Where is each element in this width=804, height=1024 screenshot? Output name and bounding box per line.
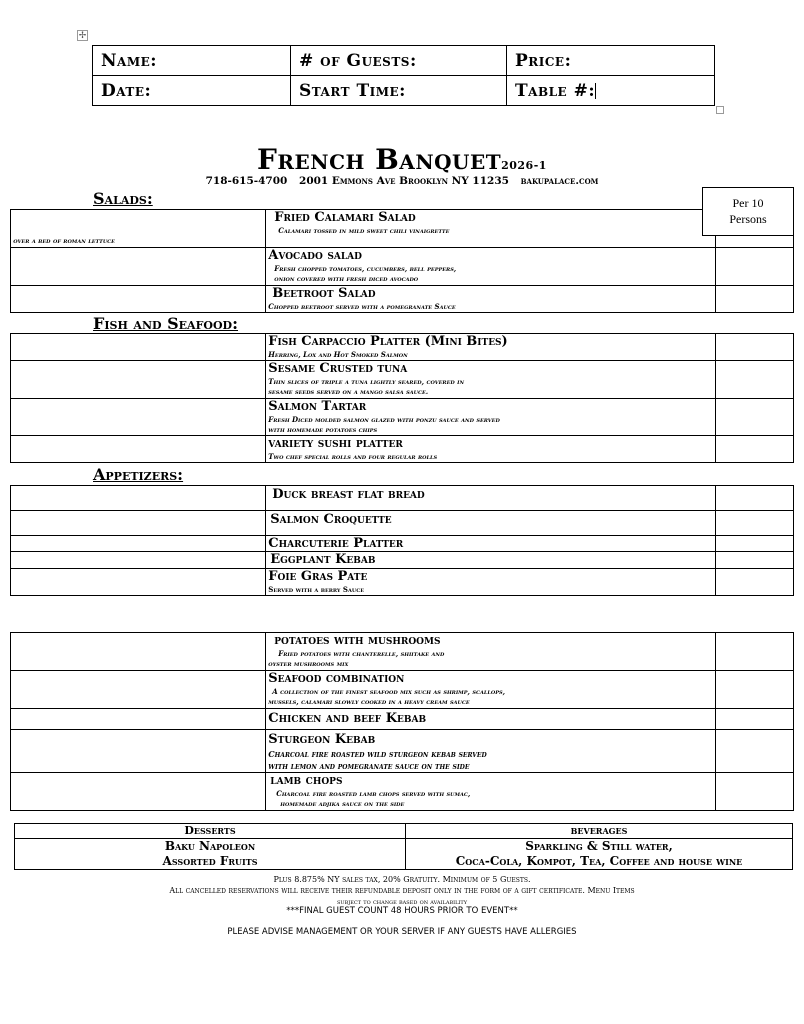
item-description: Fresh Diced molded salmon glazed with ponzu sauce and served — [268, 415, 500, 424]
item-name: Fried Calamari Salad — [274, 210, 416, 225]
menu-row — [11, 286, 794, 313]
item-name: Duck breast flat bread — [272, 487, 425, 502]
menu-cell — [716, 486, 794, 511]
beverage-item: Sparkling & Still water, — [525, 839, 673, 853]
salads-heading: Salads: — [93, 189, 153, 208]
date-field[interactable]: Date: — [93, 76, 291, 106]
menu-cell — [11, 334, 266, 361]
menu-cell — [11, 248, 266, 286]
menu-cell — [716, 671, 794, 709]
menu-cell — [11, 436, 266, 463]
menu-cell — [716, 536, 794, 552]
name-field[interactable]: Name: — [93, 46, 291, 76]
item-description: Fresh chopped tomatoes, cucumbers, bell peppers, — [274, 264, 457, 273]
item-description: mussels, calamari slowly cooked in a heavy cream sauce — [268, 697, 470, 706]
appetizers-heading: Appetizers: — [93, 465, 184, 484]
menu-cell — [11, 399, 266, 436]
menu-cell — [11, 552, 266, 569]
item-description: over a bed of roman lettuce — [13, 236, 115, 245]
menu-cell — [11, 730, 266, 773]
menu-cell — [11, 511, 266, 536]
item-name: Charcuterie Platter — [268, 536, 404, 551]
menu-cell — [716, 730, 794, 773]
menu-row — [11, 671, 794, 709]
beverage-item: Coca-Cola, Kompot, Tea, Coffee and house wine — [455, 854, 743, 868]
menu-item — [266, 286, 716, 313]
menu-item — [266, 536, 716, 552]
menu-row — [11, 709, 794, 730]
contact-line — [0, 175, 804, 187]
menu-item — [266, 486, 716, 511]
menu-item — [266, 633, 716, 671]
fish-table — [10, 333, 794, 463]
menu-item — [266, 248, 716, 286]
item-name: Avocado salad — [268, 248, 362, 263]
desserts-beverages-table — [14, 823, 793, 870]
menu-cell — [11, 286, 266, 313]
menu-cell — [716, 286, 794, 313]
booking-form-table — [92, 45, 715, 106]
table-number-field[interactable] — [507, 76, 715, 106]
menu-cell — [11, 709, 266, 730]
item-description: Two chef special rolls and four regular rolls — [268, 452, 438, 461]
dessert-item: Baku Napoleon — [164, 839, 256, 853]
table-move-handle[interactable]: ✢ — [78, 31, 87, 41]
menu-cell — [11, 486, 266, 511]
menu-row — [11, 511, 794, 536]
menu-item — [266, 399, 716, 436]
menu-row — [11, 436, 794, 463]
contact-website: bakupalace.com — [520, 175, 599, 187]
menu-cell — [716, 511, 794, 536]
price-field[interactable]: Price: — [507, 46, 715, 76]
item-name: Beetroot Salad — [272, 286, 376, 301]
menu-cell — [716, 361, 794, 399]
menu-cell — [716, 552, 794, 569]
footer-tax-line: Plus 8.875% NY sales tax, 20% Gratuity. Minimum of 5 Guests. — [273, 875, 531, 884]
item-description: Thin slices of triple a tuna lightly seared, covered in — [268, 377, 465, 386]
menu-item — [266, 569, 716, 596]
guests-field[interactable]: # of Guests: — [291, 46, 507, 76]
title-code: 2026-1 — [501, 159, 547, 172]
item-description: Charcoal fire roasted wild sturgeon kebab served — [268, 749, 487, 759]
menu-row — [11, 569, 794, 596]
item-name: Fish Carpaccio Platter (Mini Bites) — [268, 334, 508, 349]
item-description: Served with a berry Sauce — [268, 585, 365, 594]
text-cursor — [595, 83, 596, 99]
menu-item — [266, 709, 716, 730]
contact-address: 2001 Emmons Ave Brooklyn NY 11235 — [299, 175, 509, 187]
item-description: with homemade potatoes chips — [268, 425, 378, 434]
item-name: variety sushi platter — [268, 436, 403, 451]
menu-item — [266, 511, 716, 536]
menu-item — [266, 730, 716, 773]
dessert-item: Assorted Fruits — [162, 854, 258, 868]
menu-item — [266, 361, 716, 399]
menu-item — [266, 671, 716, 709]
menu-cell — [716, 436, 794, 463]
item-name: lamb chops — [270, 773, 343, 788]
menu-row — [11, 552, 794, 569]
menu-row — [11, 773, 794, 811]
menu-row — [11, 334, 794, 361]
desserts-list — [15, 839, 406, 870]
item-name: Salmon Croquette — [270, 512, 392, 527]
menu-row — [11, 486, 794, 511]
menu-cell — [11, 773, 266, 811]
item-description: Charcoal fire roasted lamb chops served with sumac, — [276, 789, 471, 798]
item-description: onion covered with fresh diced avocado — [274, 274, 419, 283]
menu-cell — [716, 248, 794, 286]
desserts-heading: Desserts — [15, 824, 406, 839]
footer-guest-count-line: ***FINAL GUEST COUNT 48 HOURS PRIOR TO EVENT** — [286, 906, 518, 916]
item-description: Herring, Lox and Hot Smoked Salmon — [268, 350, 408, 359]
menu-cell — [716, 334, 794, 361]
menu-item — [266, 552, 716, 569]
per-persons-line1: Per 10 — [732, 196, 764, 210]
menu-cell — [11, 633, 266, 671]
item-description: homemade adjika sauce on the side — [280, 799, 405, 808]
item-description: A collection of the finest seafood mix such as shrimp, scallops, — [272, 687, 506, 696]
menu-row — [11, 730, 794, 773]
item-name: Seafood combination — [268, 671, 405, 686]
item-name: Salmon Tartar — [268, 399, 367, 414]
item-description: Calamari tossed in mild sweet chili vinaigrette — [278, 226, 450, 235]
item-description: Fried potatoes with chanterelle, shiitake and — [278, 649, 445, 658]
menu-row — [11, 210, 794, 248]
item-description: oyster mushrooms mix — [268, 659, 349, 668]
page-title — [0, 143, 804, 176]
item-name: Sesame Crusted tuna — [268, 361, 408, 376]
menu-cell — [716, 569, 794, 596]
contact-phone: 718-615-4700 — [205, 175, 288, 187]
menu-cell — [11, 671, 266, 709]
footer-cancellation-line: All cancelled reservations will receive their refundable deposit only in the form of a gift certificate. Menu Items — [169, 886, 635, 895]
menu-cell — [716, 633, 794, 671]
footer-allergies-line: PLEASE ADVISE MANAGEMENT OR YOUR SERVER IF ANY GUESTS HAVE ALLERGIES — [227, 927, 577, 937]
menu-row — [11, 399, 794, 436]
menu-cell — [716, 399, 794, 436]
menu-cell — [11, 361, 266, 399]
item-description: with lemon and pomegranate sauce on the side — [268, 761, 470, 771]
per-persons-box — [702, 187, 794, 236]
menu-row — [11, 536, 794, 552]
item-name: Sturgeon Kebab — [268, 732, 376, 747]
start-time-field[interactable]: Start Time: — [291, 76, 507, 106]
menu-cell — [11, 569, 266, 596]
menu-row — [11, 633, 794, 671]
per-persons-line2: Persons — [729, 212, 767, 226]
menu-item — [266, 334, 716, 361]
appetizers-table — [10, 485, 794, 596]
menu-item — [266, 773, 716, 811]
menu-cell — [716, 773, 794, 811]
beverages-heading: beverages — [406, 824, 793, 839]
item-description: Chopped beetroot served with a pomegranate Sauce — [268, 302, 456, 311]
salads-table — [10, 209, 794, 313]
menu-cell — [716, 709, 794, 730]
menu-cell — [11, 536, 266, 552]
menu-item — [266, 436, 716, 463]
beverages-list — [406, 839, 793, 870]
table-resize-handle[interactable] — [716, 106, 724, 114]
item-name: Foie Gras Pate — [268, 569, 368, 584]
fish-heading: Fish and Seafood: — [93, 314, 239, 333]
menu-row — [11, 361, 794, 399]
menu-row — [11, 248, 794, 286]
mains-table — [10, 632, 794, 811]
item-name: Eggplant Kebab — [270, 552, 376, 567]
menu-item — [13, 210, 716, 248]
table-number-label: Table #: — [515, 80, 596, 101]
item-name: Chicken and beef Kebab — [268, 711, 427, 726]
footer-availability-line: subject to change based on availability — [336, 898, 468, 906]
item-description: sesame seeds served on a mango salsa sauce. — [268, 387, 429, 396]
title-main: French Banquet — [257, 143, 502, 176]
item-name: potatoes with mushrooms — [274, 633, 441, 648]
